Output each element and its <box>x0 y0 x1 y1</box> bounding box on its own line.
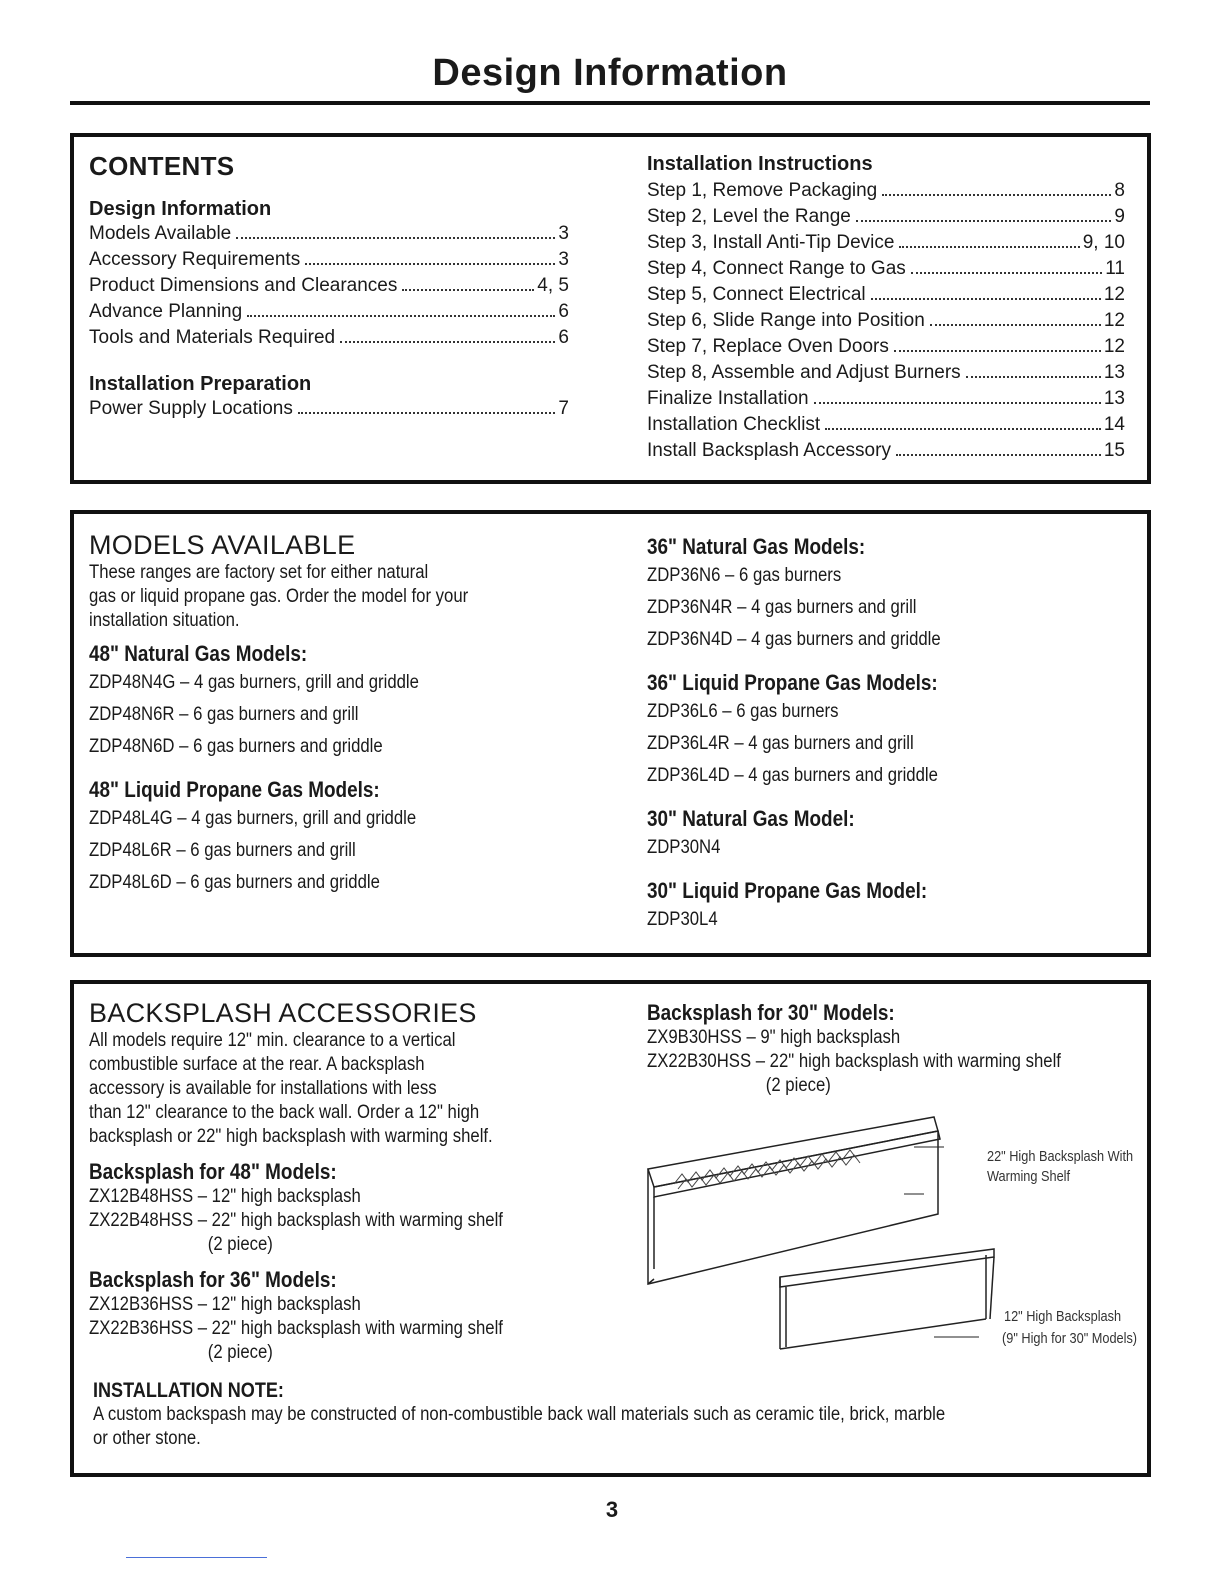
toc-label: Step 5, Connect Electrical <box>647 284 866 305</box>
toc-row <box>647 230 1125 256</box>
toc-leader-dots <box>856 220 1112 222</box>
toc-page-number: 13 <box>1103 388 1125 409</box>
model-item: ZDP36L6 – 6 gas burners <box>647 701 839 722</box>
models-left-column <box>89 530 629 899</box>
model-group-heading: 48" Natural Gas Models: <box>89 641 308 666</box>
label-22-line2: Warming Shelf <box>987 1166 1071 1185</box>
footer-link-line <box>126 1557 267 1558</box>
toc-leader-dots <box>871 298 1101 300</box>
model-item: ZDP48L6R – 6 gas burners and grill <box>89 840 356 861</box>
toc-page-number: 7 <box>558 398 569 419</box>
toc-label: Step 3, Install Anti-Tip Device <box>647 232 895 253</box>
backsplash-intro <box>89 1029 639 1149</box>
toc-leader-dots <box>814 402 1101 404</box>
toc-label: Step 7, Replace Oven Doors <box>647 336 889 357</box>
toc-label: Step 8, Assemble and Adjust Burners <box>647 362 961 383</box>
model-item: ZDP30N4 <box>647 837 721 858</box>
toc-label: Accessory Requirements <box>89 249 301 270</box>
toc-row <box>89 396 569 422</box>
toc-row <box>647 438 1125 464</box>
model-item: ZDP30L4 <box>647 909 718 930</box>
toc-row <box>89 247 569 273</box>
model-item: ZDP36L4R – 4 gas burners and grill <box>647 733 914 754</box>
toc-page-number: 8 <box>1114 180 1125 201</box>
toc-leader-dots <box>930 324 1101 326</box>
install-note-text <box>93 1403 1143 1451</box>
install-note-heading: INSTALLATION NOTE: <box>93 1379 284 1402</box>
contents-heading: CONTENTS <box>89 151 235 181</box>
toc-row <box>647 308 1125 334</box>
backsplash-22-drawing <box>648 1117 944 1284</box>
toc-leader-dots <box>825 428 1101 430</box>
page-title: Design Information <box>432 52 788 94</box>
toc-label: Step 2, Level the Range <box>647 206 851 227</box>
toc-leader-dots <box>340 341 555 343</box>
backsplash-item: ZX12B48HSS – 12" high backsplash <box>89 1186 361 1207</box>
toc-row <box>647 360 1125 386</box>
backsplash-heading: BACKSPLASH ACCESSORIES <box>89 998 477 1028</box>
text-line: than 12" clearance to the back wall. Order a 12" high <box>89 1102 480 1123</box>
backsplash-12-drawing <box>780 1249 994 1349</box>
backsplash-item: ZX12B36HSS – 12" high backsplash <box>89 1294 361 1315</box>
model-group-heading: 48" Liquid Propane Gas Models: <box>89 777 380 802</box>
install-instructions-toc <box>647 178 1125 464</box>
toc-row <box>647 256 1125 282</box>
backsplash-item: ZX9B30HSS – 9" high backsplash <box>647 1027 901 1048</box>
design-info-toc <box>89 221 569 351</box>
install-note <box>93 1379 1143 1451</box>
toc-row <box>647 412 1125 438</box>
toc-row <box>647 178 1125 204</box>
models-right-column <box>647 534 1127 936</box>
backsplash-piece-note: (2 piece) <box>765 1075 831 1096</box>
model-group-heading: 30" Liquid Propane Gas Model: <box>647 878 928 903</box>
backsplash-left-column <box>89 998 639 1365</box>
toc-row <box>647 334 1125 360</box>
toc-leader-dots <box>236 237 555 239</box>
label-12-line2: (9" High for 30" Models) <box>1002 1328 1138 1347</box>
models-box <box>70 510 1151 957</box>
toc-page-number: 9 <box>1114 206 1125 227</box>
toc-leader-dots <box>305 263 555 265</box>
toc-row <box>89 299 569 325</box>
text-line: combustible surface at the rear. A backsplash <box>89 1054 425 1075</box>
model-item: ZDP36N4D – 4 gas burners and griddle <box>647 629 941 650</box>
toc-leader-dots <box>966 376 1101 378</box>
models-right-groups <box>647 534 1127 936</box>
toc-label: Install Backsplash Accessory <box>647 440 891 461</box>
backsplash-piece-note: (2 piece) <box>207 1234 273 1255</box>
backsplash-item: ZX22B36HSS – 22" high backsplash with warming shelf <box>89 1318 503 1339</box>
model-item: ZDP48N4G – 4 gas burners, grill and griddle <box>89 672 419 693</box>
backsplash-group-heading: Backsplash for 48" Models: <box>89 1159 337 1184</box>
backsplash-30-group <box>647 1000 1147 1098</box>
backsplash-item: ZX22B48HSS – 22" high backsplash with warming shelf <box>89 1210 503 1231</box>
toc-row <box>89 325 569 351</box>
model-item: ZDP48N6R – 6 gas burners and grill <box>89 704 359 725</box>
toc-page-number: 6 <box>558 301 569 322</box>
toc-label: Step 4, Connect Range to Gas <box>647 258 906 279</box>
text-line: accessory is available for installations with less <box>89 1078 437 1099</box>
text-line: or other stone. <box>93 1428 201 1449</box>
toc-row <box>89 273 569 299</box>
toc-leader-dots <box>402 289 534 291</box>
model-group-heading: 36" Liquid Propane Gas Models: <box>647 670 938 695</box>
backsplash-piece-note: (2 piece) <box>207 1342 273 1363</box>
toc-label: Advance Planning <box>89 301 243 322</box>
backsplash-item: ZX22B30HSS – 22" high backsplash with warming shelf <box>647 1051 1061 1072</box>
toc-leader-dots <box>899 246 1079 248</box>
toc-leader-dots <box>298 412 556 414</box>
backsplash-right-column <box>647 1000 1147 1098</box>
toc-leader-dots <box>896 454 1101 456</box>
models-intro <box>89 561 629 633</box>
backsplash-group-heading: Backsplash for 36" Models: <box>89 1267 337 1292</box>
backsplash-36-group <box>89 1267 639 1365</box>
install-instructions-subheading: Installation Instructions <box>647 153 873 175</box>
toc-label: Installation Checklist <box>647 414 821 435</box>
toc-page-number: 13 <box>1103 362 1125 383</box>
text-line: gas or liquid propane gas. Order the model for your <box>89 586 469 607</box>
backsplash-48-group <box>89 1159 639 1257</box>
label-12-line1: 12" High Backsplash <box>1004 1306 1122 1325</box>
page-number: 3 <box>605 1497 619 1522</box>
title-rule <box>70 101 1150 105</box>
toc-row <box>647 282 1125 308</box>
model-item: ZDP48N6D – 6 gas burners and griddle <box>89 736 383 757</box>
model-group-heading: 36" Natural Gas Models: <box>647 534 866 559</box>
contents-left-column <box>89 151 569 422</box>
toc-label: Product Dimensions and Clearances <box>89 275 398 296</box>
toc-leader-dots <box>911 272 1102 274</box>
text-line: A custom backspash may be constructed of non-combustible back wall materials such as ceramic tile, brick, marble <box>93 1404 946 1425</box>
model-item: ZDP36N6 – 6 gas burners <box>647 565 842 586</box>
model-item: ZDP48L6D – 6 gas burners and griddle <box>89 872 380 893</box>
model-group-heading: 30" Natural Gas Model: <box>647 806 855 831</box>
text-line: backsplash or 22" high backsplash with warming shelf. <box>89 1126 493 1147</box>
toc-label: Step 1, Remove Packaging <box>647 180 878 201</box>
model-item: ZDP36N4R – 4 gas burners and grill <box>647 597 917 618</box>
model-item: ZDP36L4D – 4 gas burners and griddle <box>647 765 938 786</box>
toc-page-number: 9, 10 <box>1082 232 1125 253</box>
toc-page-number: 14 <box>1103 414 1125 435</box>
toc-page-number: 3 <box>558 223 569 244</box>
toc-label: Models Available <box>89 223 232 244</box>
toc-page-number: 4, 5 <box>537 275 569 296</box>
toc-label: Power Supply Locations <box>89 398 293 419</box>
toc-page-number: 12 <box>1103 284 1125 305</box>
contents-right-column <box>647 153 1125 464</box>
toc-label: Finalize Installation <box>647 388 809 409</box>
toc-row <box>647 204 1125 230</box>
design-info-subheading: Design Information <box>89 198 272 220</box>
toc-page-number: 15 <box>1103 440 1125 461</box>
toc-row <box>89 221 569 247</box>
text-line: These ranges are factory set for either natural <box>89 562 429 583</box>
models-heading: MODELS AVAILABLE <box>89 530 356 560</box>
text-line: installation situation. <box>89 610 240 631</box>
backsplash-group-heading: Backsplash for 30" Models: <box>647 1000 895 1025</box>
toc-page-number: 11 <box>1105 258 1125 279</box>
install-prep-subheading: Installation Preparation <box>89 373 312 395</box>
backsplash-box <box>70 980 1151 1477</box>
install-prep-toc <box>89 396 569 422</box>
models-left-groups <box>89 641 629 899</box>
toc-leader-dots <box>882 194 1111 196</box>
toc-page-number: 12 <box>1103 310 1125 331</box>
toc-page-number: 3 <box>558 249 569 270</box>
toc-row <box>647 386 1125 412</box>
backsplash-illustration <box>634 1109 1138 1374</box>
toc-page-number: 12 <box>1103 336 1125 357</box>
text-line: All models require 12" min. clearance to a vertical <box>89 1030 456 1051</box>
toc-leader-dots <box>894 350 1101 352</box>
toc-page-number: 6 <box>558 327 569 348</box>
toc-label: Tools and Materials Required <box>89 327 336 348</box>
toc-label: Step 6, Slide Range into Position <box>647 310 925 331</box>
label-22-line1: 22" High Backsplash With <box>987 1146 1134 1165</box>
toc-leader-dots <box>247 315 555 317</box>
model-item: ZDP48L4G – 4 gas burners, grill and griddle <box>89 808 417 829</box>
contents-box <box>70 133 1151 484</box>
